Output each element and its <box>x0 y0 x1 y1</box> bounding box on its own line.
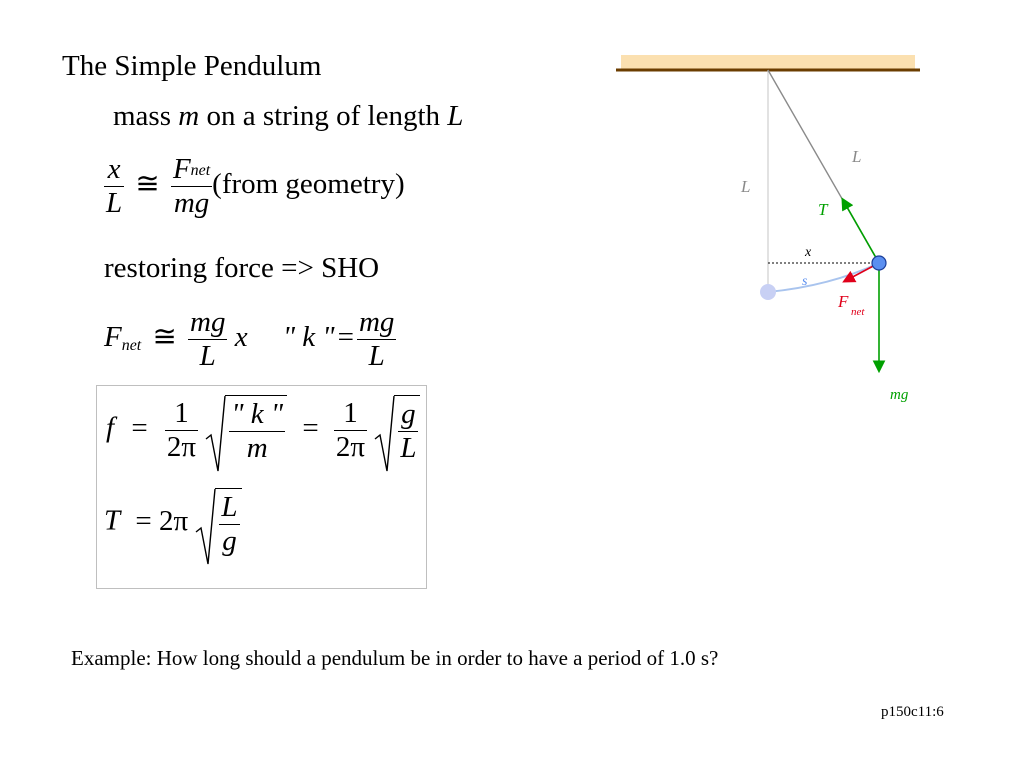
denominator-m: m <box>229 431 285 465</box>
net-subscript: net <box>190 161 211 179</box>
sqrt-k-over-m <box>205 395 287 465</box>
numerator-one: 1 <box>174 396 189 429</box>
geometry-note: (from geometry) <box>212 168 405 201</box>
equals-symbol: = <box>302 411 319 444</box>
label-F: F <box>838 292 849 311</box>
label-L-left: L <box>741 177 751 196</box>
numerator-mg: mg <box>190 306 226 338</box>
tension-arrow <box>843 200 879 263</box>
approx-symbol: ≅ <box>152 321 177 354</box>
numerator-one: 1 <box>343 396 358 429</box>
denominator-two-pi: 2π <box>166 430 197 463</box>
radical-sign <box>195 488 217 566</box>
subtitle-prefix: mass <box>113 100 179 132</box>
F-symbol: F <box>104 321 122 354</box>
mg-over-L-fraction <box>188 306 227 373</box>
denominator-mg: mg <box>171 186 212 220</box>
example-question: Example: How long should a pendulum be in order to have a period of 1.0 s? <box>71 646 719 670</box>
displacement-x: x <box>234 321 248 354</box>
subtitle-mass-symbol: m <box>178 100 200 132</box>
denominator-two-pi: 2π <box>335 430 366 463</box>
k-mg-over-L-fraction <box>357 306 396 373</box>
slide-footer: p150c11:6 <box>881 704 944 720</box>
sqrt-L-over-g <box>195 488 241 558</box>
period-equation <box>104 488 242 558</box>
label-x: x <box>805 245 812 260</box>
F-symbol: F <box>172 153 191 185</box>
denominator-L: L <box>188 339 227 373</box>
L-over-g-fraction <box>219 491 239 558</box>
g-over-L-fraction <box>398 398 418 465</box>
numerator-mg: mg <box>358 306 395 338</box>
subtitle <box>113 100 463 133</box>
equals-symbol: = <box>337 321 354 354</box>
denominator-L: L <box>400 432 417 464</box>
numerator-L: L <box>221 491 238 523</box>
k-over-m-fraction <box>229 398 285 465</box>
pendulum-bob <box>872 256 886 270</box>
label-T: T <box>818 200 828 219</box>
net-force-equation <box>104 306 396 373</box>
denominator-L: L <box>357 339 396 373</box>
period-symbol: T <box>104 504 121 537</box>
label-s: s <box>802 274 808 289</box>
one-over-two-pi-fraction <box>165 397 198 464</box>
numerator-fnet <box>171 153 212 186</box>
label-net: net <box>851 306 865 318</box>
one-over-two-pi-fraction <box>334 397 367 464</box>
fnet-over-mg-fraction <box>171 153 212 220</box>
subtitle-middle: on a string of length <box>199 100 448 132</box>
approx-symbol: ≅ <box>135 168 160 201</box>
equals-symbol: = <box>131 411 148 444</box>
sqrt-g-over-L <box>374 395 420 465</box>
slide-title: The Simple Pendulum <box>62 50 322 82</box>
frequency-symbol: f <box>106 411 115 444</box>
arc-s <box>768 263 879 292</box>
label-mg: mg <box>890 387 909 403</box>
x-over-L-fraction <box>104 153 124 220</box>
numerator-g: g <box>401 398 416 430</box>
geometry-equation <box>104 153 405 220</box>
radical-sign <box>205 395 227 473</box>
pendulum-diagram <box>600 40 930 420</box>
rest-bob <box>760 284 776 300</box>
numerator-x: x <box>107 153 121 185</box>
label-L-right: L <box>852 147 862 166</box>
denominator-g: g <box>219 524 239 558</box>
net-subscript: net <box>121 337 142 355</box>
restoring-force-text: restoring force => SHO <box>104 252 380 284</box>
radical-sign <box>374 395 396 473</box>
frequency-equation <box>106 395 420 465</box>
k-label: " k " <box>282 321 335 354</box>
equals-two-pi: = 2π <box>135 504 189 537</box>
numerator-k: " k " <box>231 398 284 430</box>
denominator-L: L <box>106 187 123 219</box>
subtitle-length-symbol: L <box>447 100 464 132</box>
ceiling <box>621 55 915 69</box>
